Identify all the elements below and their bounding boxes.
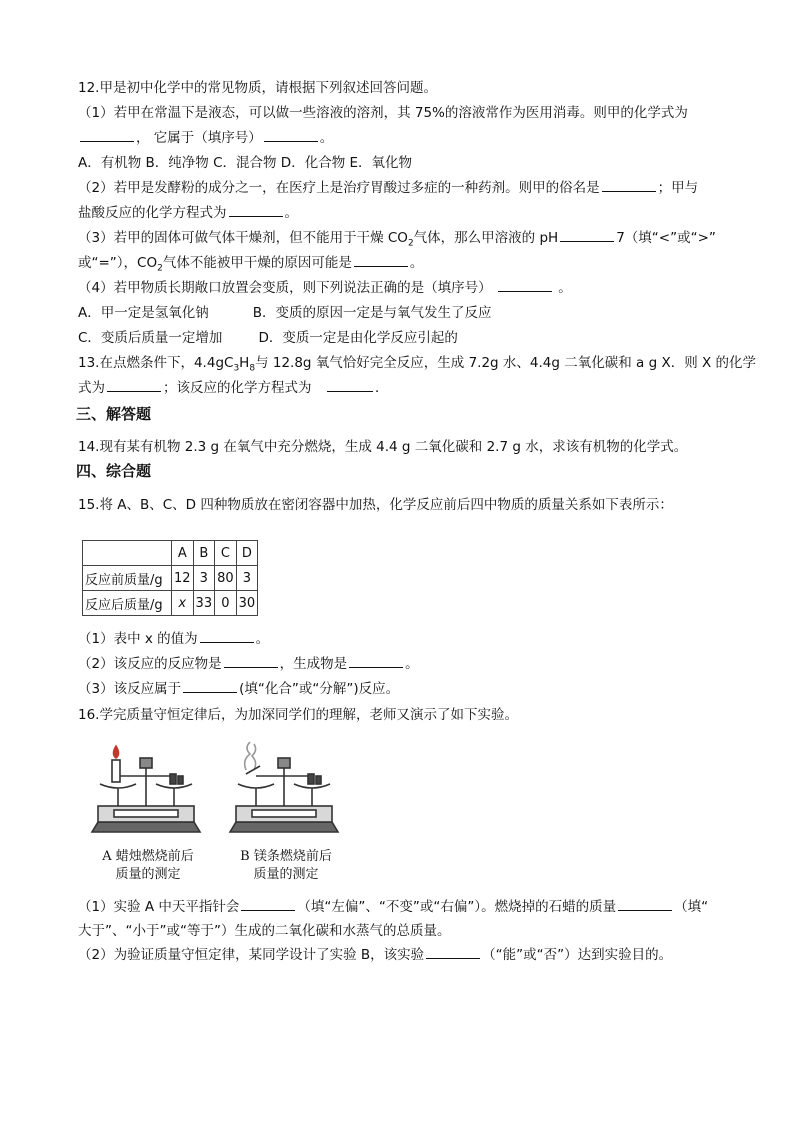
caption-a-line1: A 蜡烛燃烧前后 [102,849,194,864]
q15-part1 [78,630,269,648]
answer-blank[interactable] [426,946,480,959]
answer-blank[interactable] [498,279,552,292]
option-b: B．变质的原因一定是与氧气发生了反应 [252,305,492,321]
q15-part2 [78,655,419,673]
balance-b-illustration [230,742,338,832]
q12-part4 [78,279,572,297]
q12-part3-cont [78,254,423,278]
q16-part1-text2: （填“左偏”、“不变”或“右偏”）。燃烧掉的石蜡的质量 [297,899,617,915]
q13-text1: 13.在点燃条件下，4.4gC [78,355,234,371]
q12-part3-text2: 气体，那么甲溶液的 pH [413,230,559,246]
q16-part2 [78,946,672,964]
q12-part3-text3: 7（填“<”或“>” [616,230,716,246]
q13-cont-text2: ；该反应的化学方程式为 [163,380,312,396]
table-cell: 33 [193,591,215,616]
table-row [83,591,258,616]
option-a: A．甲一定是氢氧化钠 [78,305,209,321]
experiment-figure [78,736,346,888]
subscript: 2 [407,238,414,249]
q12-options-cd [78,329,458,347]
table-header-cell: D [236,541,258,566]
answer-blank[interactable] [241,898,295,911]
q16-part1-text3: （填“ [674,899,709,915]
q15-stem-text: 15.将 A、B、C、D 四种物质放在密闭容器中加热，化学反应前后四中物质的质量关系如下表所示： [78,497,673,513]
q12-part2-cont-text: 盐酸反应的化学方程式为 [78,205,227,221]
q12-part3-cont-text: 或“=”），CO [78,255,158,271]
q12-options-ab [78,304,492,322]
answer-blank[interactable] [264,129,318,142]
table-cell: 3 [193,566,215,591]
q16-part2-text2: （“能”或“否”）达到实验目的。 [482,947,673,963]
table-cell: 3 [236,566,258,591]
q12-stem [78,79,437,97]
q12-part4-text: （4）若甲物质长期敞口放置会变质，则下列说法正确的是（填序号） [78,280,492,296]
q12-options1 [78,154,412,172]
caption-b-line2: 质量的测定 [253,867,319,882]
q12-part1-mid: ， 它属于（填序号） [136,130,262,146]
table-cell: 反应前质量/g [83,566,172,591]
q12-part3 [78,229,716,253]
q13-text3: 与 12.8g 氧气恰好完全反应，生成 7.2g 水、4.4g 二氧化碳和 a g X．则 X 的化学 [255,355,757,371]
caption-a-line2: 质量的测定 [115,867,181,882]
punct: 。 [284,205,298,221]
answer-blank[interactable] [229,204,283,217]
subscript: 3 [233,363,240,374]
q14-text: 14.现有某有机物 2.3 g 在氧气中充分燃烧，生成 4.4 g 二氧化碳和 2.7 g 水，求该有机物的化学式。 [78,439,688,455]
q16-part1-cont [78,922,450,940]
table-cell: x [172,591,194,616]
balance-a-illustration [92,746,200,832]
table-cell: 30 [236,591,258,616]
option-c: C．变质后质量一定增加 [78,330,223,346]
balance-illustrations [78,736,346,846]
subscript: 8 [249,363,256,374]
q16-stem-text: 16.学完质量守恒定律后，为加深同学们的理解，老师又演示了如下实验。 [78,707,518,723]
punct: ． [375,380,389,396]
q15-part1-text: （1）表中 x 的值为 [78,631,198,647]
table-header-cell: A [172,541,194,566]
q13-cont-text: 式为 [78,380,105,396]
q12-part1-text: （1）若甲在常温下是液态，可以做一些溶液的溶剂，其 75%的溶液常作为医用消毒。则甲的化学式为 [78,105,688,121]
q16-part2-text: （2）为验证质量守恒定律，某同学设计了实验 B，该实验 [78,947,425,963]
q12-part1-cont [78,129,333,147]
section-heading-4: 四、综合题 [76,462,152,480]
punct: 。 [405,656,419,672]
answer-blank[interactable] [618,898,672,911]
q15-part3-text2: (填“化合”或“分解”)反应。 [239,681,400,697]
q12-part2-text: （2）若甲是发酵粉的成分之一，在医疗上是治疗胃酸过多症的一种药剂。则甲的俗名是 [78,180,600,196]
q14-stem [78,438,687,456]
q12-part3-cont-text2: 气体不能被甲干燥的原因可能是 [162,255,352,271]
q15-stem [78,496,673,514]
answer-blank[interactable] [349,655,403,668]
q16-part1-cont-text: 大于”、“小于”或“等于”）生成的二氧化碳和水蒸气的总质量。 [78,923,451,939]
mass-table [82,540,258,616]
q13-cont [78,379,389,397]
figure-caption-b [226,848,346,884]
q16-stem [78,706,518,724]
q16-part1-text: （1）实验 A 中天平指针会 [78,899,240,915]
table-cell: 0 [215,591,237,616]
table-header-cell [83,541,172,566]
answer-blank[interactable] [183,680,237,693]
table-cell: 反应后质量/g [83,591,172,616]
q16-part1 [78,898,708,916]
caption-b-line1: B 镁条燃烧前后 [240,849,332,864]
table-header-cell: C [215,541,237,566]
q13-stem [78,354,756,378]
answer-blank[interactable] [200,630,254,643]
punct: 。 [558,280,572,296]
punct: 。 [255,631,270,647]
q15-part3-text: （3）该反应属于 [78,681,182,697]
punct: 。 [319,130,334,146]
q12-part2 [78,179,698,197]
table-row [83,566,258,591]
q12-part1 [78,104,688,122]
table-cell: 12 [172,566,194,591]
q12-part2-cont [78,204,298,222]
q15-part3 [78,680,399,698]
q12-part3-text: （3）若甲的固体可做气体干燥剂，但不能用于干燥 CO [78,230,408,246]
subscript: 2 [157,263,163,274]
answer-blank[interactable] [224,655,278,668]
section-heading-3: 三、解答题 [76,405,152,423]
answer-blank[interactable] [80,129,134,142]
answer-blank[interactable] [354,254,408,267]
table-header-row [83,541,258,566]
table-cell: 80 [215,566,237,591]
q15-part2-text2: ，生成物是 [279,656,348,672]
answer-blank[interactable] [560,229,614,242]
table-header-cell: B [193,541,215,566]
answer-blank[interactable] [602,179,656,192]
figure-caption-a [88,848,208,884]
q12-stem-text: 12.甲是初中化学中的常见物质，请根据下列叙述回答问题。 [78,80,437,96]
punct: 。 [409,255,424,271]
q13-text2: H [239,355,250,371]
q15-part2-text: （2）该反应的反应物是 [78,656,222,672]
option-d: D．变质一定是由化学反应引起的 [258,330,458,346]
q12-part2-tail: ；甲与 [657,180,699,196]
answer-blank[interactable] [327,379,373,392]
answer-blank[interactable] [107,379,161,392]
q12-options1-text: A．有机物 B．纯净物 C．混合物 D．化合物 E．氧化物 [78,155,413,171]
